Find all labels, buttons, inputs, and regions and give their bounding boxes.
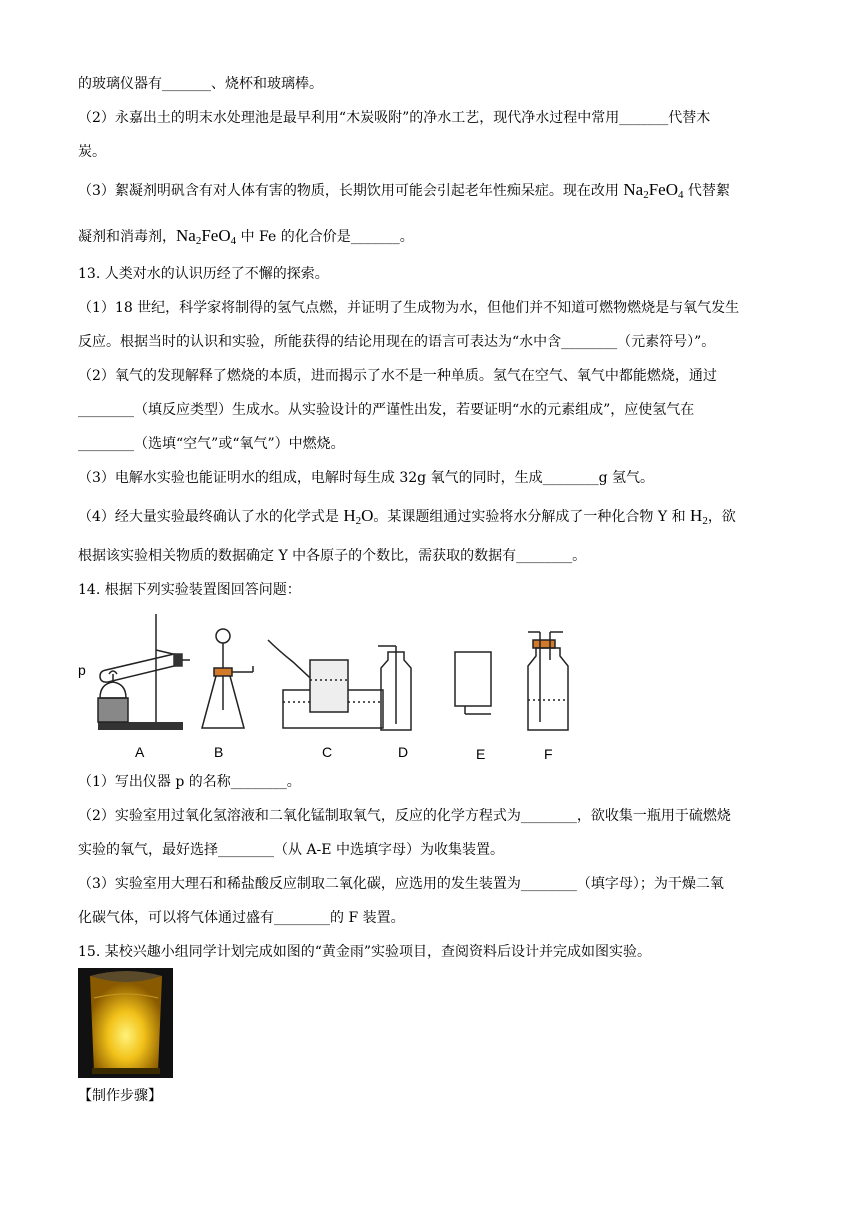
formula-na2feo4: $Na_2FeO_4$ (623, 180, 684, 201)
label-e: E (476, 746, 486, 762)
text-line: 实验的氧气，最好选择________（从 A-E 中选填字母）为收集装置。 (78, 842, 504, 858)
text-line: （4）经大量实验最终确认了水的化学式是 $H_2O$。某课题组通过实验将水分解成了一种化合物 Y 和 $H_2$，欲 (78, 506, 736, 527)
apparatus-b (202, 629, 253, 728)
formula-h2: $H_2$ (690, 506, 708, 527)
text-line: （1）写出仪器 p 的名称________。 (78, 774, 301, 790)
question-13-title: 13. 人类对水的认识历经了不懈的探索。 (78, 266, 329, 282)
formula-h2o: $H_2O$ (343, 506, 374, 527)
question-14-title: 14. 根据下列实验装置图回答问题： (78, 582, 301, 598)
formula-na2feo4: $Na_2FeO_4$ (176, 226, 237, 247)
text-line: （3）实验室用大理石和稀盐酸反应制取二氧化碳，应选用的发生装置为________（填字母）；为干燥二氧 (78, 876, 724, 892)
apparatus-diagram (78, 610, 598, 770)
text-line: （1）18 世纪，科学家将制得的氢气点燃，并证明了生成物为水，但他们并不知道可燃物燃烧是与氧气发生 (78, 300, 740, 316)
golden-rain-beaker-photo (78, 968, 173, 1078)
apparatus-c (268, 640, 383, 728)
text-line: （2）实验室用过氧化氢溶液和二氧化锰制取氧气，反应的化学方程式为________，欲收集一瓶用于硫燃烧 (78, 808, 731, 824)
apparatus-f (528, 632, 568, 730)
question-15-title: 15. 某校兴趣小组同学计划完成如图的“黄金雨”实验项目，查阅资料后设计并完成如图实验。 (78, 944, 652, 960)
text-line: 的玻璃仪器有_______、烧杯和玻璃棒。 (78, 76, 323, 92)
text-line: （3）絮凝剂明矾含有对人体有害的物质，长期饮用可能会引起老年性痴呆症。现在改用 $Na_2FeO_4$ 代替絮 (78, 180, 730, 201)
text-line: （3）电解水实验也能证明水的组成，电解时每生成 32g 氧气的同时，生成________g 氢气。 (78, 470, 654, 486)
text-line: （2）永嘉出土的明末水处理池是最早利用“木炭吸附”的净水工艺，现代净水过程中常用_______代替木 (78, 110, 711, 126)
text-line: （2）氧气的发现解释了燃烧的本质，进而揭示了水不是一种单质。氢气在空气、氧气中都能燃烧，通过 (78, 368, 717, 384)
text-line: 根据该实验相关物质的数据确定 Y 中各原子的个数比，需获取的数据有________。 (78, 548, 587, 564)
text-line: 反应。根据当时的认识和实验，所能获得的结论用现在的语言可表达为“水中含________（元素符号）”。 (78, 334, 716, 350)
label-d: D (398, 744, 409, 760)
label-p: p (78, 662, 86, 678)
text-line: ________（填反应类型）生成水。从实验设计的严谨性出发，若要证明“水的元素组成”，应使氢气在 (78, 402, 695, 418)
text-line: 化碳气体，可以将气体通过盛有________的 F 装置。 (78, 910, 405, 926)
label-b: B (214, 744, 224, 760)
text-line: 炭。 (78, 144, 106, 160)
text-line: 凝剂和消毒剂，$Na_2FeO_4$ 中 Fe 的化合价是_______。 (78, 226, 414, 247)
label-a: A (135, 744, 145, 760)
label-f: F (544, 746, 553, 762)
section-heading-steps: 【制作步骤】 (78, 1088, 162, 1104)
apparatus-e (455, 652, 491, 714)
apparatus-a (98, 614, 190, 730)
label-c: C (322, 744, 333, 760)
text-line: ________（选填“空气”或“氧气”）中燃烧。 (78, 436, 345, 452)
